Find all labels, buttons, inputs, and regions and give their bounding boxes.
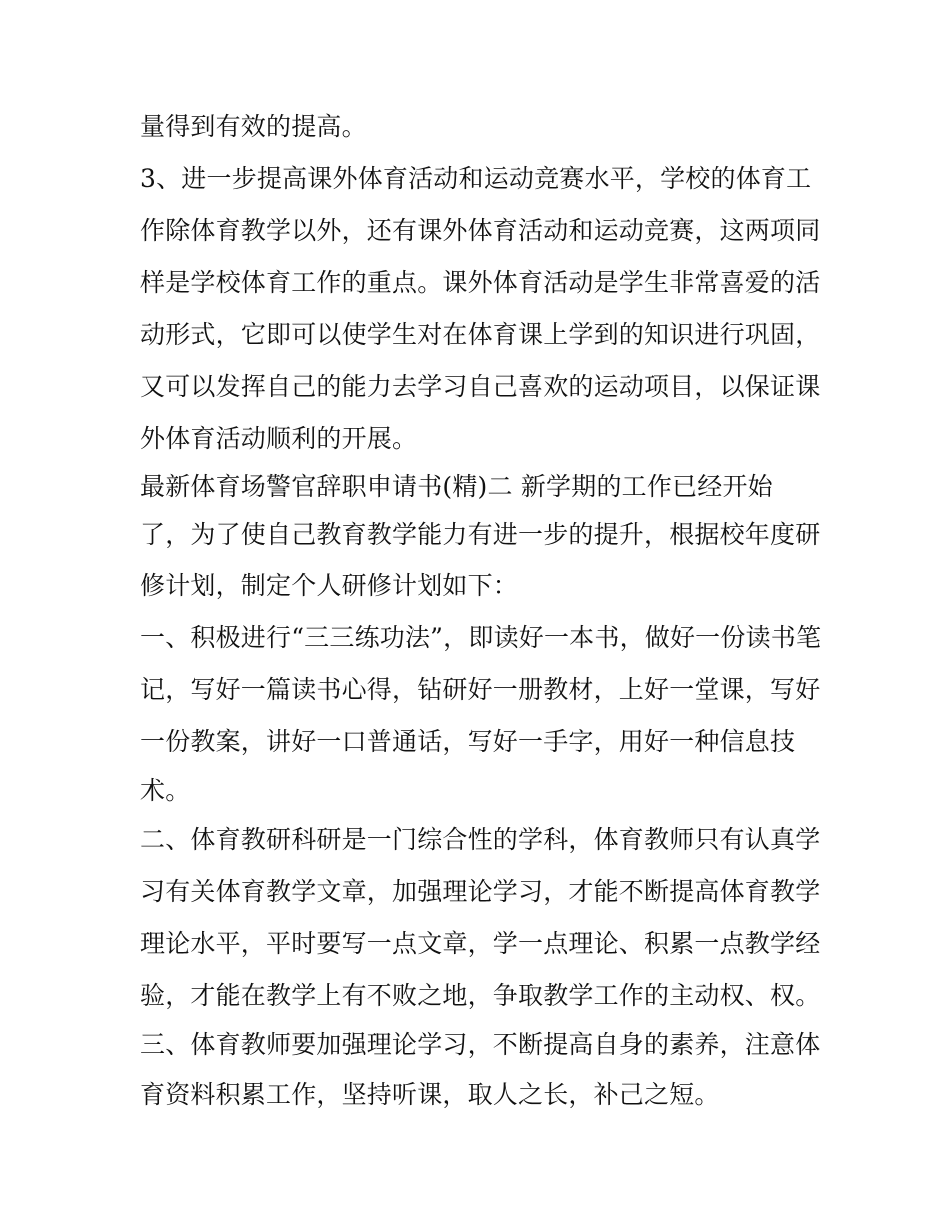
text-line: 样是学校体育工作的重点。课外体育活动是学生非常喜爱的活 — [140, 268, 821, 297]
text-line: 了，为了使自己教育教学能力有进一步的提升，根据校年度研 — [140, 520, 821, 549]
text-line: 一份教案，讲好一口普通话，写好一手字，用好一种信息技 — [140, 727, 796, 756]
text-line: 外体育活动顺利的开展。 — [140, 424, 418, 453]
text-line: 一、积极进行“三三练功法”，即读好一本书，做好一份读书笔 — [140, 623, 822, 652]
text-line: 3、进一步提高课外体育活动和运动竞赛水平，学校的体育工 — [140, 164, 812, 193]
text-line: 动形式，它即可以使学生对在体育课上学到的知识进行巩固， — [140, 320, 821, 349]
text-line: 最新体育场警官辞职申请书(精)二 新学期的工作已经开始 — [140, 472, 773, 501]
text-line: 习有关体育教学文章，加强理论学习，才能不断提高体育教学 — [140, 877, 821, 906]
text-line: 修计划，制定个人研修计划如下： — [140, 571, 519, 600]
text-line: 术。 — [140, 776, 191, 805]
text-line: 三、体育教师要加强理论学习，不断提高自身的素养，注意体 — [140, 1030, 821, 1059]
text-line: 又可以发挥自己的能力去学习自己喜欢的运动项目，以保证课 — [140, 372, 821, 401]
text-line: 育资料积累工作，坚持听课，取人之长，补己之短。 — [140, 1080, 720, 1109]
text-line: 作除体育教学以外，还有课外体育活动和运动竞赛，这两项同 — [140, 216, 821, 245]
text-line: 验，才能在教学上有不败之地，争取教学工作的主动权、权。 — [140, 981, 821, 1010]
text-line: 二、体育教研科研是一门综合性的学科，体育教师只有认真学 — [140, 825, 821, 854]
text-line: 量得到有效的提高。 — [140, 112, 367, 141]
text-line: 理论水平，平时要写一点文章，学一点理论、积累一点教学经 — [140, 929, 821, 958]
text-line: 记，写好一篇读书心得，钻研好一册教材，上好一堂课，写好 — [140, 675, 821, 704]
